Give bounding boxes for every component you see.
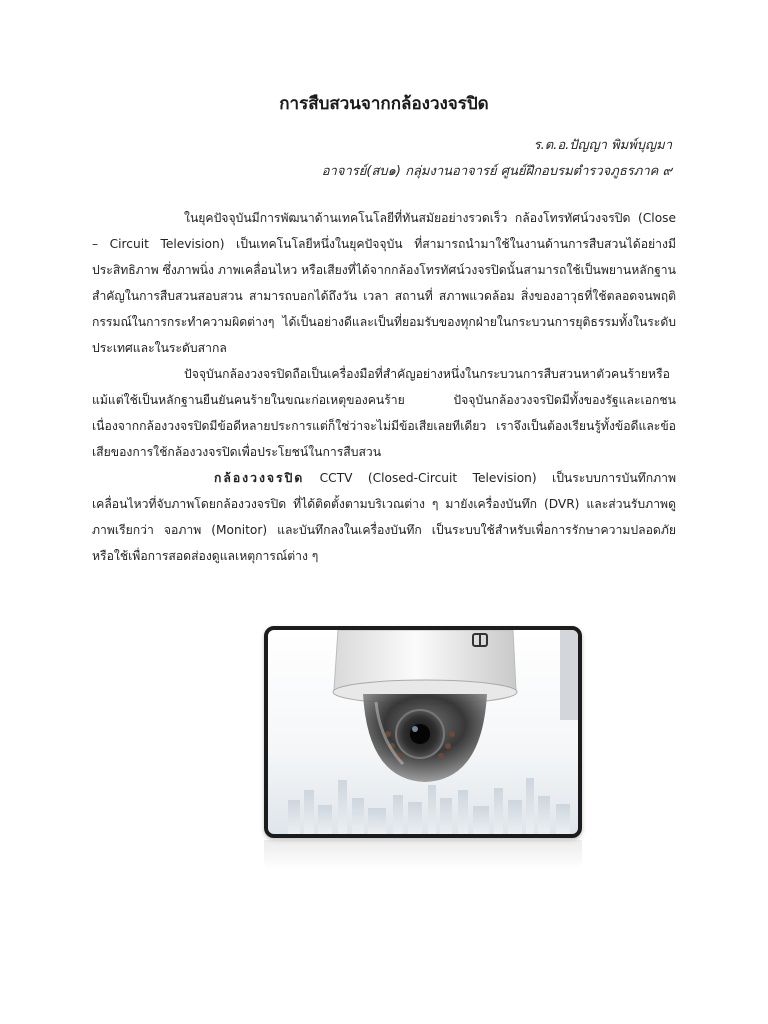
- paragraph-2: ปัจจุบันกล้องวงจรปิดถือเป็นเครื่องมือที่สำคัญอย่างหนึ่งในกระบวนการสืบสวนหาตัวคนร้ายหรือแม้แต่ใช้เป็นหลักฐานยืนยันคนร้ายในขณะก่อเหตุของคนร้าย ปัจจุบันกล้องวงจรปิดมีทั้งของรัฐและเอกชนเนื่องจากกล้องวงจรปิดมีข้อดีหลายประการแต่ก็ใช่ว่าจะไม่มีข้อเสียเลยทีเดียว เราจึงเป็นต้องเรียนรู้ทั้งข้อดีและข้อเสียของการใช้กล้องวงจรปิดเพื่อประโยชน์ในการสืบสวน: [92, 367, 676, 459]
- cctv-camera-photo: [264, 626, 582, 838]
- background-pillar: [560, 630, 578, 720]
- paragraph-3: [92, 465, 676, 569]
- author-name: ร.ต.อ.ปัญญา พิมพ์บุญมา: [533, 138, 672, 153]
- paragraph-1: ในยุคปัจจุบันมีการพัฒนาด้านเทคโนโลยีที่ทันสมัยอย่างรวดเร็ว กล้องโทรทัศน์วงจรปิด (Close – Circuit Television) เป็นเทคโนโลยีหนึ่งในยุคปัจจุบัน ที่สามารถนำมาใช้ในงานด้านการสืบสวนได้อย่างมีประสิทธิภาพ ซึ่งภาพนิ่ง ภาพเคลื่อนไหว หรือเสียงที่ได้จากกล้องโทรทัศน์วงจรปิดนั้นสามารถใช้เป็นพยานหลักฐานสำคัญในการสืบสวนสอบสวน สามารถบอกได้ถึงวัน เวลา สถานที่ สภาพแวดล้อม สิ่งของอาวุธที่ใช้ตลอดจนพฤติกรรมณ์ในการกระทำความผิดต่างๆ ได้เป็นอย่างดีและเป็นที่ยอมรับของทุกฝ่ายในกระบวนการยุติธรรมทั้งในระดับประเทศและในระดับสากล: [92, 211, 676, 355]
- photo-reflection: [264, 840, 582, 870]
- document-title: การสืบสวนจากกล้องวงจรปิด: [279, 94, 489, 114]
- city-skyline: [288, 778, 570, 834]
- cctv-camera-illustration: [268, 630, 578, 834]
- paragraph-3-term: กล้องวงจรปิด: [214, 471, 305, 485]
- body-text: [92, 205, 676, 569]
- paragraph-3-body: CCTV (Closed-Circuit Television) เป็นระบบการบันทึกภาพเคลื่อนไหวที่จับภาพโดยกล้องวงจรปิด ที่ได้ติดตั้งตามบริเวณต่าง ๆ มายังเครื่องบันทึก (DVR) และส่วนรับภาพดูภาพเรียกว่า จอภาพ (Monitor) และบันทึกลงในเครื่องบันทึก เป็นระบบใช้สำหรับเพื่อการรักษาความปลอดภัย หรือใช้เพื่อการสอดส่องดูแลเหตุการณ์ต่าง ๆ: [92, 471, 676, 563]
- author-affiliation: อาจารย์(สบ๑) กลุ่มงานอาจารย์ ศูนย์ฝึกอบรมตำรวจภูธรภาค ๙: [321, 164, 672, 179]
